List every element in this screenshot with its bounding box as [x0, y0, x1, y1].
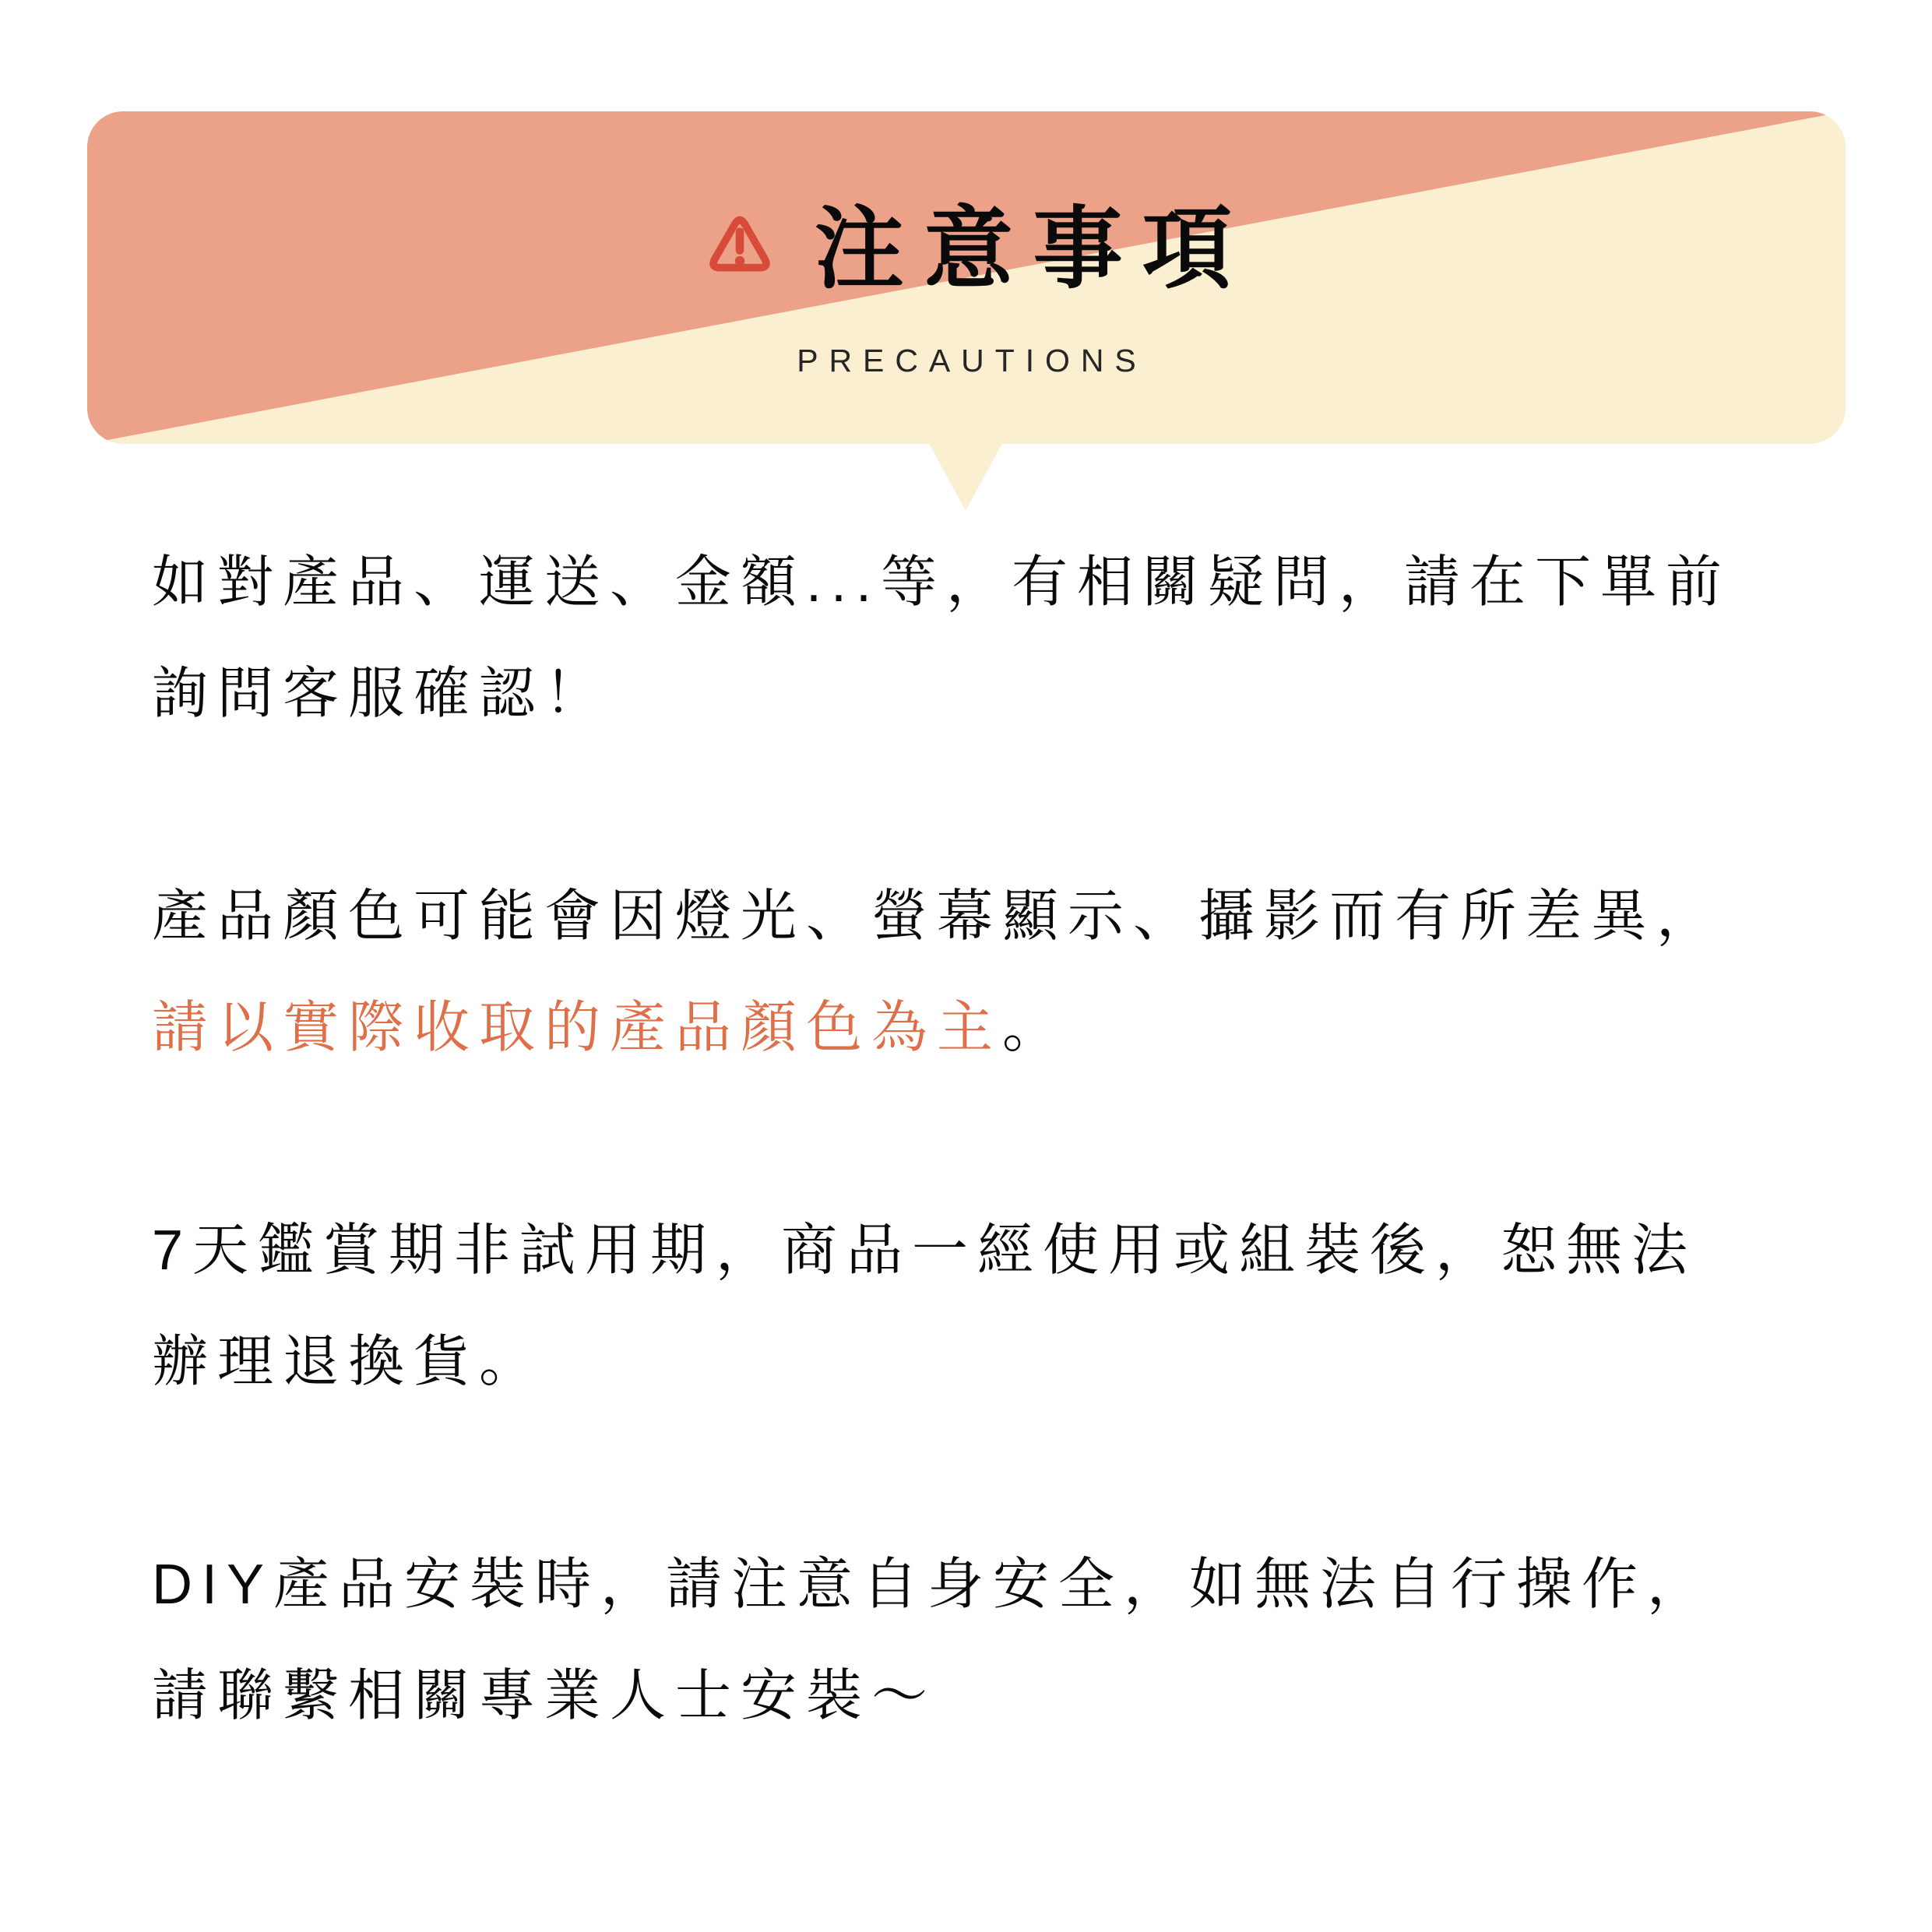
- text-line: 產品顏色可能會因燈光、螢幕顯示、攝影而有所差異，: [152, 885, 1723, 948]
- paragraph-diy-safety: [152, 1529, 1799, 1752]
- text-line: 如對產品、運送、金額...等，有相關疑問，請在下單前: [152, 551, 1732, 614]
- text-line: DIY產品安裝時，請注意自身安全，如無法自行操作，: [152, 1554, 1713, 1616]
- text-line: 辦理退換貨。: [152, 1331, 545, 1393]
- text-line: 。: [1002, 997, 1068, 1059]
- warning-triangle-icon: [701, 206, 779, 281]
- banner-pointer-tail: [927, 441, 1004, 511]
- text-line: 詢問客服確認！: [152, 663, 611, 725]
- paragraph-return-policy: [152, 1195, 1799, 1418]
- paragraph-color-difference: [152, 861, 1799, 1084]
- accent-text-line: 請以實際收取的產品顏色為主: [152, 997, 1003, 1059]
- header-row: [87, 199, 1846, 299]
- page-subtitle: PRECAUTIONS: [797, 343, 1147, 378]
- text-line: 請聯繫相關專業人士安裝～: [152, 1665, 938, 1727]
- notice-body: [152, 527, 1799, 1863]
- page-title: 注意事項: [814, 199, 1252, 299]
- text-line: 7天鑑賞期非試用期，商品一經使用或組裝後，恕無法: [152, 1219, 1698, 1282]
- header-banner: [87, 111, 1846, 444]
- paragraph-order-questions: [152, 527, 1799, 750]
